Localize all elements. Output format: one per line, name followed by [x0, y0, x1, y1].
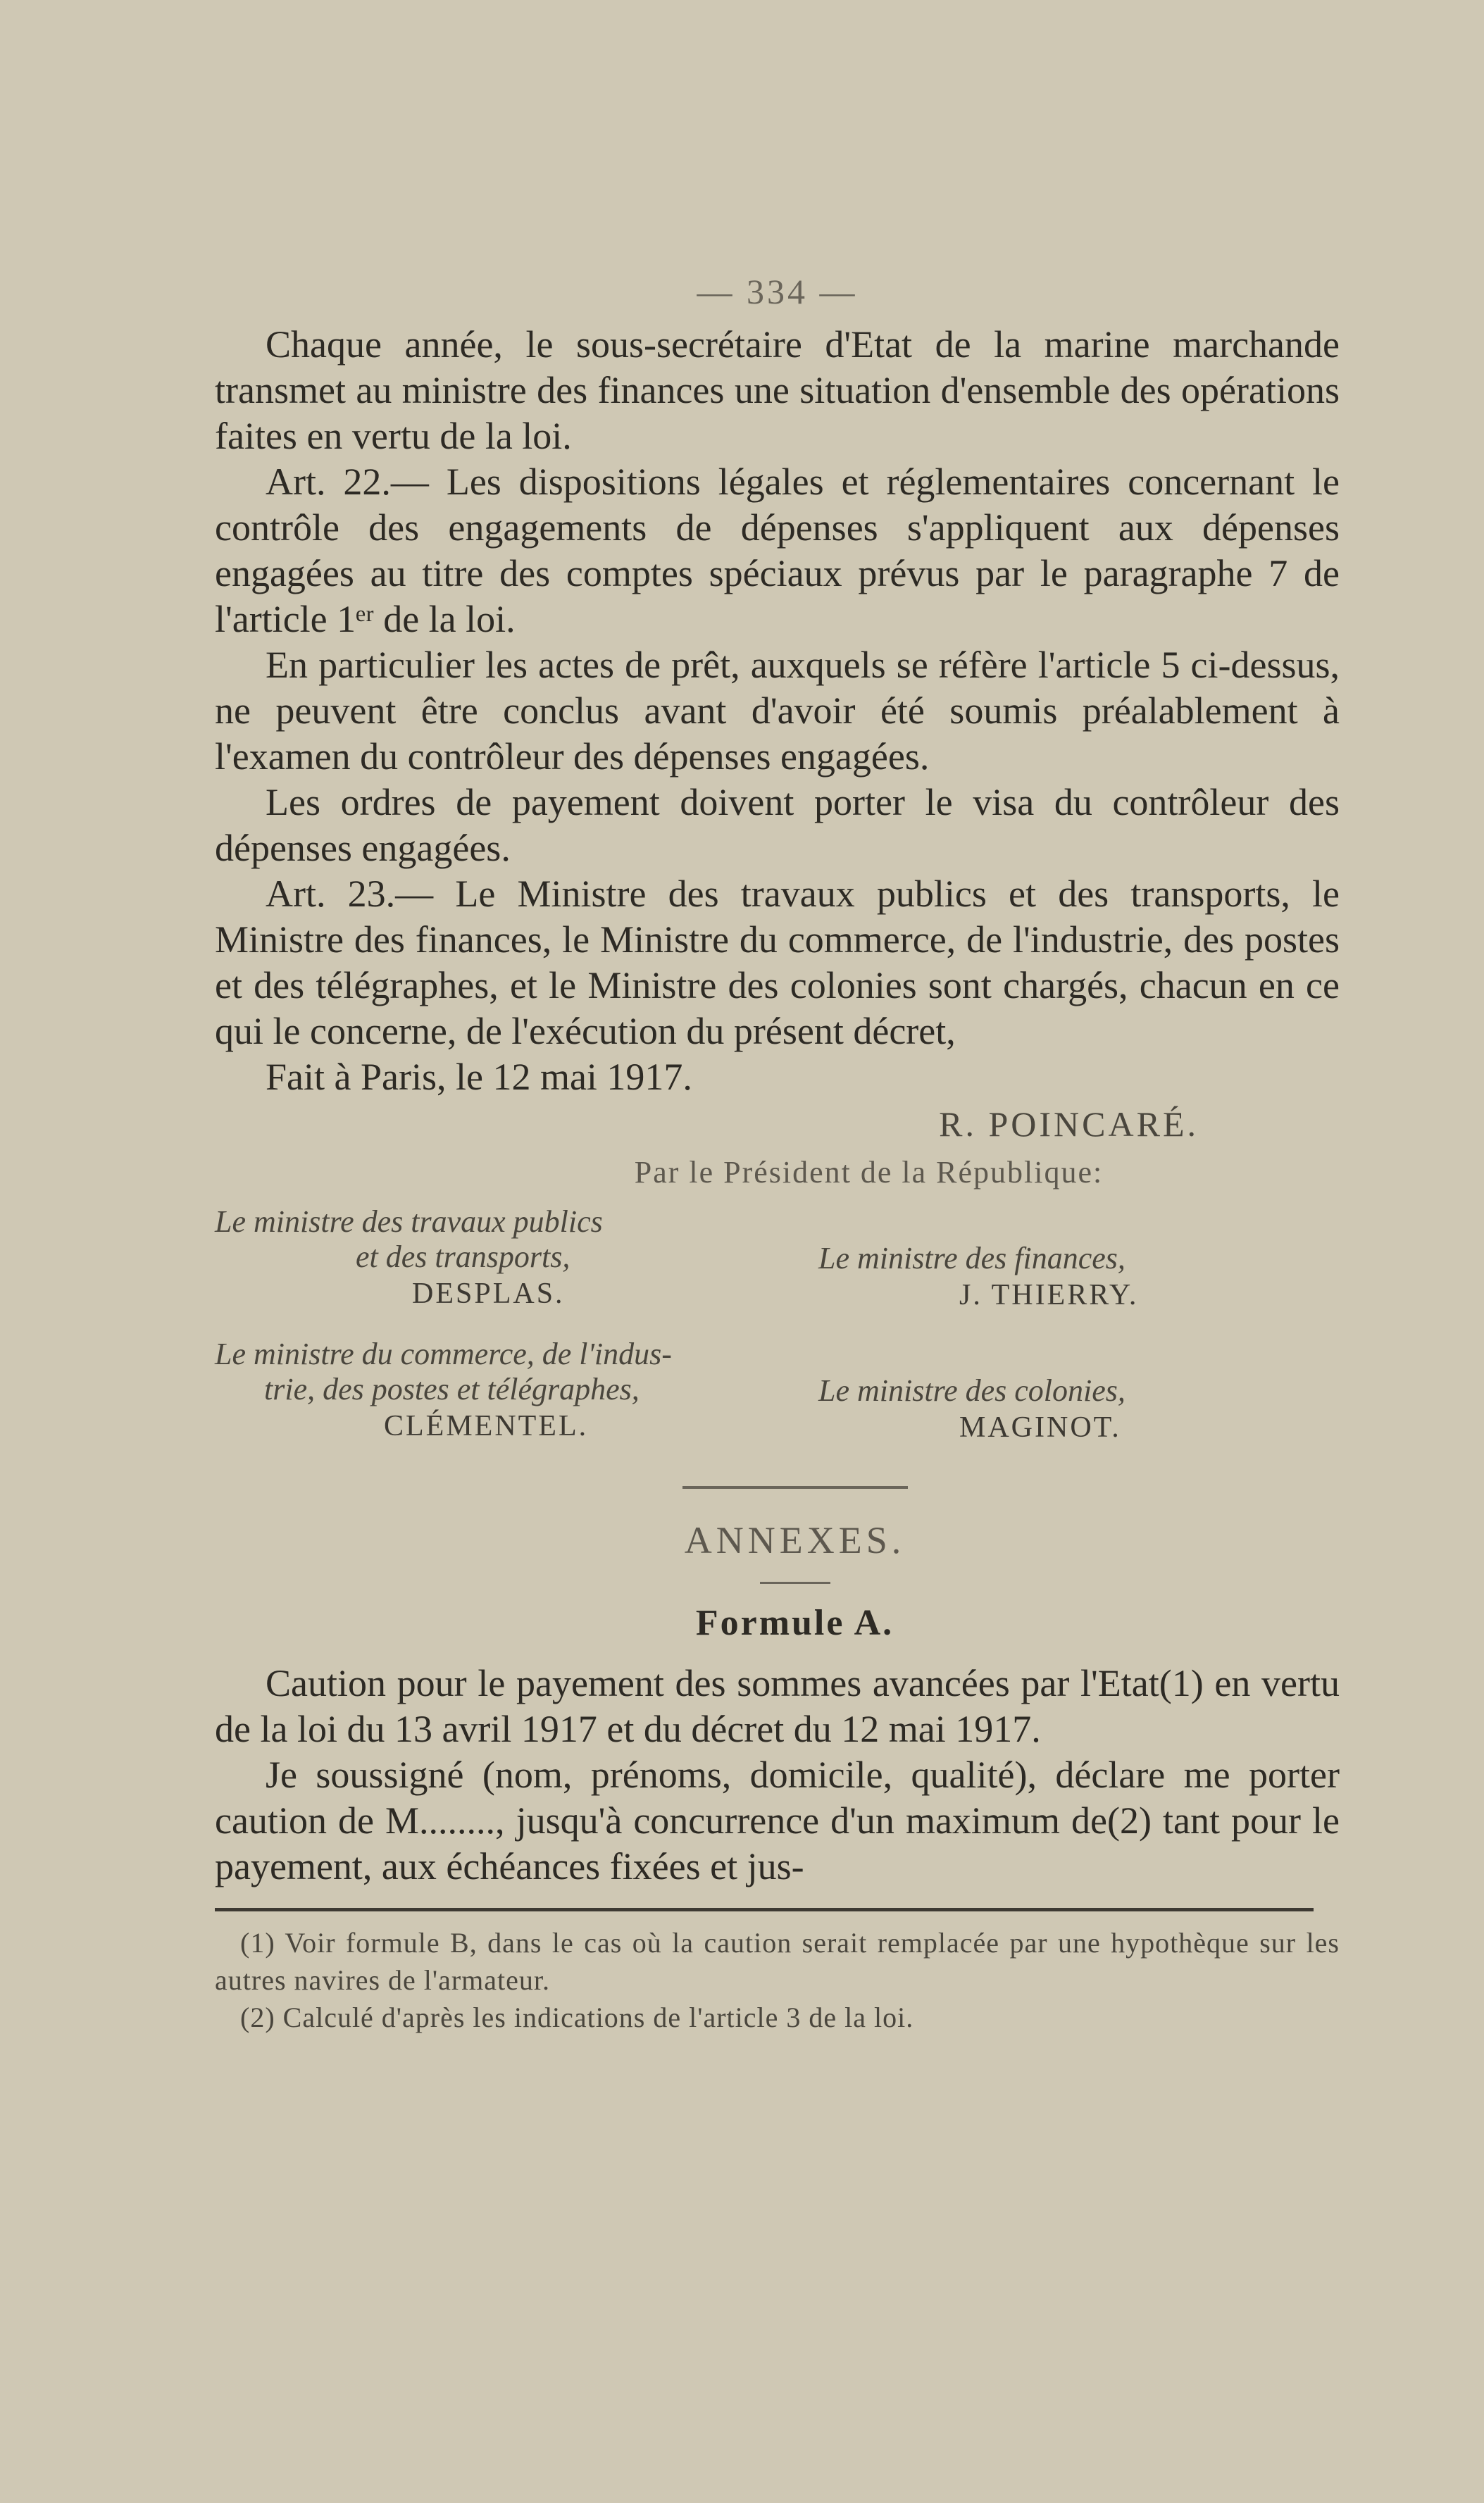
body-text-bottom [215, 1661, 1340, 1890]
signatory-title: Le ministre des travaux publics [215, 1204, 603, 1239]
body-text-top [215, 322, 1340, 1054]
signatory-commerce [215, 1337, 764, 1445]
signatory-colonies [818, 1337, 1340, 1445]
paragraph-annual-report: Chaque année, le sous-secrétaire d'Etat de la marine marchande transmet au ministre des finances une situation d'ensemble des opérations faites en vertu de la loi. [215, 323, 1340, 457]
footnote-1: (1) Voir formule B, dans le cas où la caution serait remplacée par une hypothèque sur les autres navires de l'armateur. [215, 1927, 1340, 1996]
signatories-grid [215, 1204, 1340, 1445]
signatory-title: Le ministre des finances, [818, 1241, 1126, 1275]
signatory-name: CLÉMENTEL. [384, 1410, 589, 1442]
dateline: Fait à Paris, le 12 mai 1917. [266, 1056, 692, 1098]
annexes-heading: ANNEXES. [684, 1519, 906, 1561]
footnotes [215, 1924, 1340, 2036]
spacer [215, 1313, 764, 1337]
signatory-title-continued: trie, des postes et télégraphes, [264, 1372, 640, 1406]
signatory-title-continued: et des transports, [356, 1240, 570, 1274]
signatory-travaux [215, 1204, 764, 1313]
signatory-finances [818, 1204, 1340, 1313]
paragraph-caution-title: Caution pour le payement des sommes avancées par l'Etat(1) en vertu de la loi du 13 avril 1917 et du décret du 12 mai 1917. [215, 1662, 1340, 1750]
paragraph-payment-orders: Les ordres de payement doivent porter le visa du contrôleur des dépenses engagées. [215, 781, 1340, 869]
heading-divider [760, 1582, 830, 1584]
signatory-name: DESPLAS. [412, 1278, 565, 1310]
paragraph-article-23: Art. 23.— Le Ministre des travaux publics et des transports, le Ministre des finances, le Ministre du commerce, de l'industrie, des postes et des télégraphes, et le Ministre des colonies sont chargés, chacun en ce qui le concerne, de l'exécution du présent décret, [215, 873, 1340, 1052]
formule-heading: Formule A. [695, 1603, 894, 1643]
signatory-name: J. THIERRY. [959, 1279, 1139, 1311]
footnote-divider [215, 1908, 1314, 1911]
paragraph-article-22: Art. 22.— Les dispositions légales et réglementaires concernant le contrôle des engagements de dépenses s'appliquent aux dépenses engagées au titre des comptes spéciaux prévus par le paragraphe 7 de l'article 1ᵉʳ de la loi. [215, 461, 1340, 640]
footnote-2: (2) Calculé d'après les indications de l'article 3 de la loi. [240, 2002, 914, 2033]
signatory-name: MAGINOT. [959, 1411, 1121, 1444]
section-divider [682, 1486, 908, 1489]
paragraph-caution-declaration: Je soussigné (nom, prénoms, domicile, qualité), déclare me porter caution de M........, jusqu'à concurrence d'un maximum de(2) tant pour le payement, aux échéances fixées et jus- [215, 1754, 1340, 1887]
signatory-title: Le ministre du commerce, de l'indus- [215, 1337, 672, 1371]
signer-president: R. POINCARÉ. [939, 1104, 1199, 1144]
signatory-title: Le ministre des colonies, [818, 1373, 1126, 1408]
for-president-line: Par le Président de la République: [634, 1155, 1104, 1190]
document-page [215, 271, 1340, 2036]
paragraph-loan-acts: En particulier les actes de prêt, auxquels se réfère l'article 5 ci-dessus, ne peuvent être conclus avant d'avoir été soumis préalablement à l'examen du contrôleur des dépenses engagées. [215, 644, 1340, 778]
page-number: — 334 — [697, 272, 858, 311]
spacer [818, 1313, 1340, 1337]
